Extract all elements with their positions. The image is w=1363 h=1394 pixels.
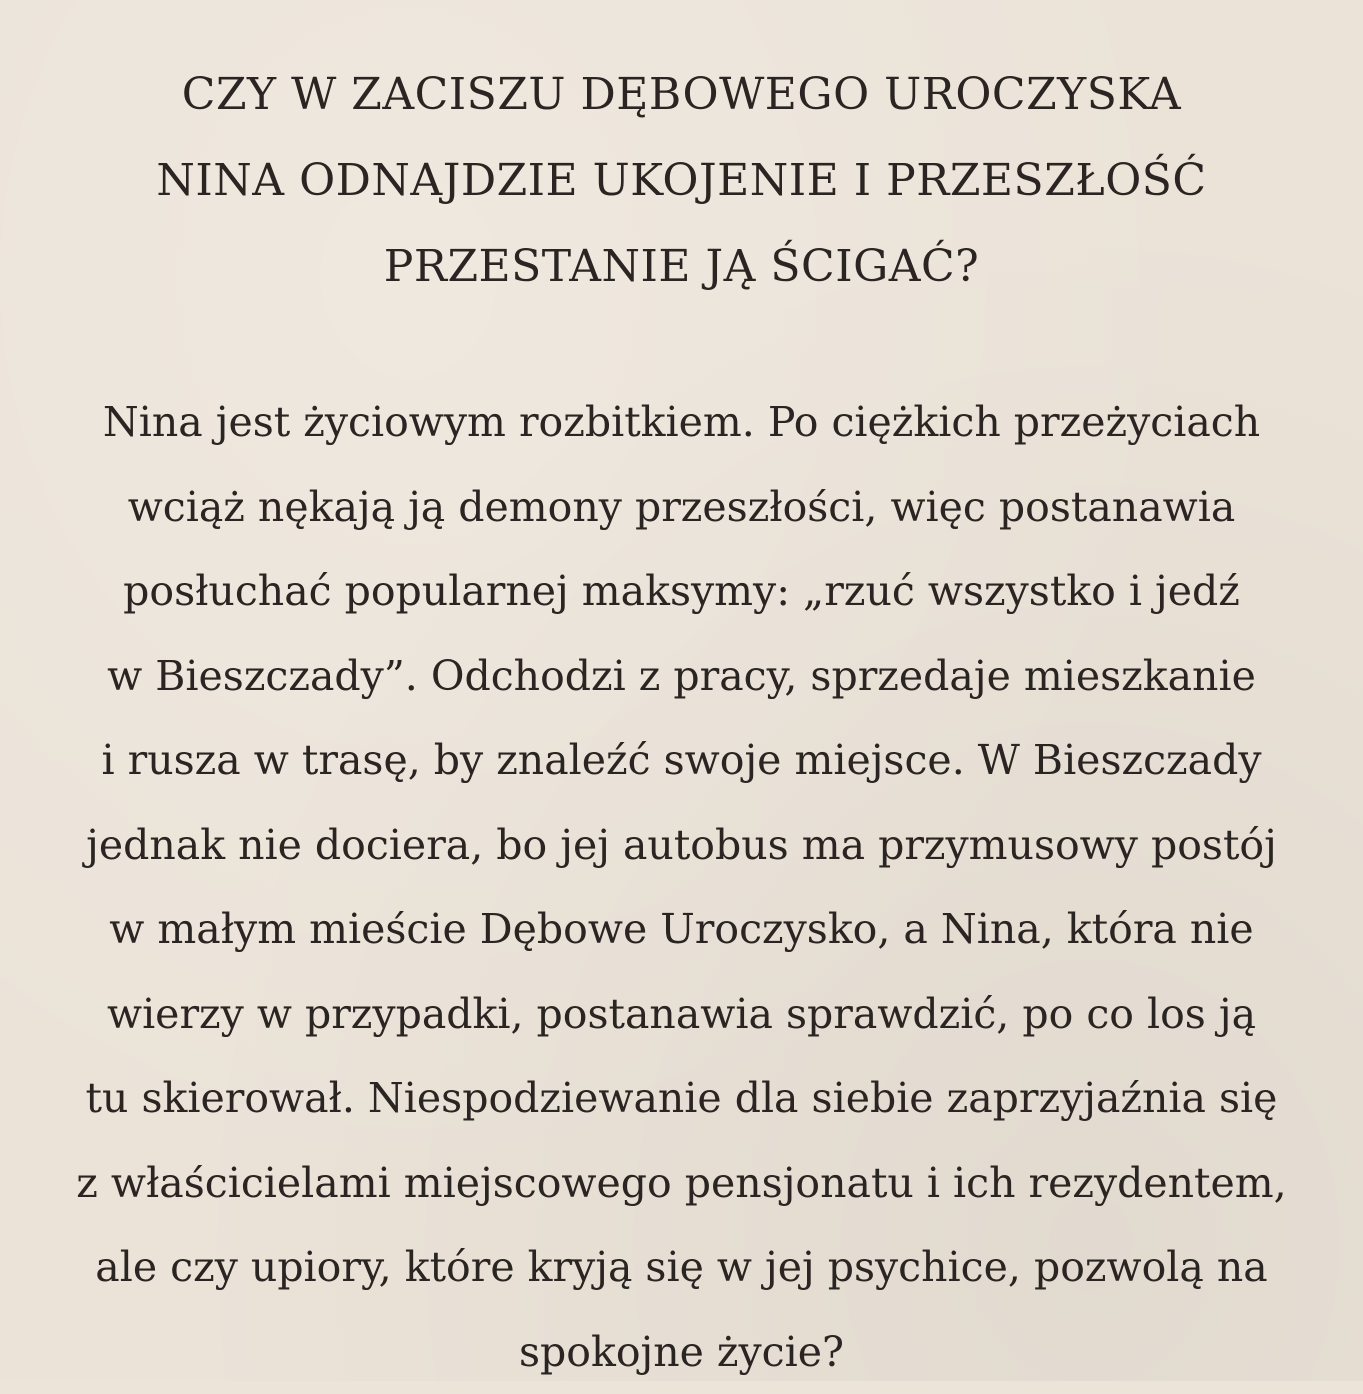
blurb-line: w Bieszczady”. Odchodzi z pracy, sprzedaje mieszkanie <box>30 634 1333 719</box>
blurb-line: wciąż nękają ją demony przeszłości, więc postanawia <box>30 465 1333 550</box>
blurb-line: jednak nie dociera, bo jej autobus ma przymusowy postój <box>30 803 1333 888</box>
blurb-line: posłuchać popularnej maksymy: „rzuć wszystko i jedź <box>30 549 1333 634</box>
blurb-line: ale czy upiory, które kryją się w jej psychice, pozwolą na <box>30 1225 1333 1310</box>
blurb-line: tu skierował. Niespodziewanie dla siebie zaprzyjaźnia się <box>30 1056 1333 1141</box>
heading-line: CZY W ZACISZU DĘBOWEGO UROCZYSKA <box>40 52 1323 138</box>
heading-line: PRZESTANIE JĄ ŚCIGAĆ? <box>40 224 1323 310</box>
heading-line: NINA ODNAJDZIE UKOJENIE I PRZESZŁOŚĆ <box>40 138 1323 224</box>
blurb-line: w małym mieście Dębowe Uroczysko, a Nina, która nie <box>30 887 1333 972</box>
cover-blurb <box>30 380 1333 1394</box>
blurb-line: spokojne życie? <box>30 1310 1333 1394</box>
cover-heading <box>40 52 1323 310</box>
blurb-line: Nina jest życiowym rozbitkiem. Po ciężkich przeżyciach <box>30 380 1333 465</box>
blurb-line: wierzy w przypadki, postanawia sprawdzić, po co los ją <box>30 972 1333 1057</box>
blurb-line: i rusza w trasę, by znaleźć swoje miejsce. W Bieszczady <box>30 718 1333 803</box>
blurb-line: z właścicielami miejscowego pensjonatu i ich rezydentem, <box>30 1141 1333 1226</box>
